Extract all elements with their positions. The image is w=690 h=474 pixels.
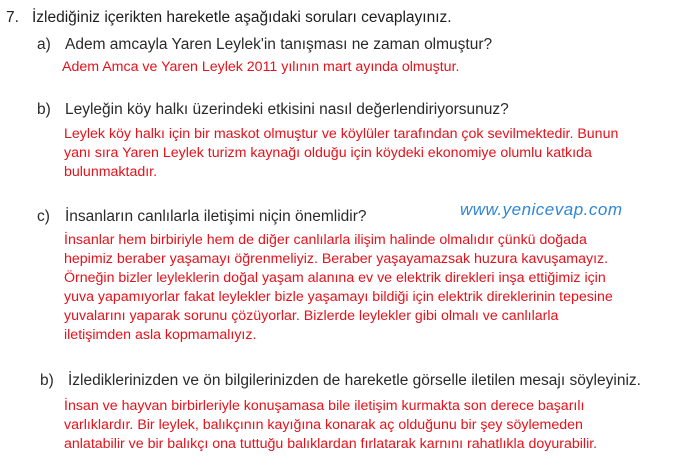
answer-a xyxy=(62,58,459,77)
sub-question-c xyxy=(37,208,367,226)
answer-line: anlatabilir ve bir balıkçı ona tuttuğu balıklardan fırlatarak karnını rahatlıkla doyurabilir. xyxy=(64,436,598,452)
answer-line: varlıklardır. Bir leylek, balıkçının kayığına konarak aç olduğunu bir şey söylemeden xyxy=(64,417,583,433)
sub-question-text: İzlediklerinizden ve ön bilgilerinizden de hareketle görselle iletilen mesajı söyleyiniz. xyxy=(68,372,641,389)
answer-line: Adem Amca ve Yaren Leylek 2011 yılının mart ayında olmuştur. xyxy=(62,59,460,75)
sub-question-letter: c) xyxy=(37,208,50,225)
sub-question-text: Leyleğin köy halkı üzerindeki etkisini nasıl değerlendiriyorsunuz? xyxy=(65,101,509,118)
watermark-text: www.yenicevap.com xyxy=(460,200,623,219)
answer-line: Leylek köy halkı için bir maskot olmuştur ve köylüler tarafından çok sevilmektedir. Bunun xyxy=(64,126,619,142)
answer-line: yuva yapamıyorlar fakat leylekler bizle yaşamayı bildiği için elektrik direklerinin tepesine xyxy=(64,289,613,305)
answer-line: Örneğin bizler leyleklerin doğal yaşam alanına ev ve elektrik direkleri inşa ettiğimiz için xyxy=(64,270,606,286)
sub-question-text: Adem amcayla Yaren Leylek'in tanışması ne zaman olmuştur? xyxy=(65,36,493,53)
answer-c xyxy=(64,231,613,345)
question-number: 7. xyxy=(6,9,19,26)
sub-question-letter: a) xyxy=(37,36,51,53)
question-text: İzlediğiniz içerikten hareketle aşağıdaki soruları cevaplayınız. xyxy=(32,9,452,26)
answer-line: iletişimden asla kopmamalıyız. xyxy=(64,327,257,343)
sub-question-d xyxy=(40,372,641,390)
question-header xyxy=(6,9,452,27)
sub-question-letter: b) xyxy=(37,101,51,118)
sub-question-b xyxy=(37,101,509,119)
watermark-logo xyxy=(460,200,623,220)
answer-line: hepimiz beraber yaşamayı öğrenmeliyiz. Beraber yaşayamazsak huzura kavuşamayız. xyxy=(64,251,609,267)
answer-line: yanı sıra Yaren Leylek turizm kaynağı olduğu için köydeki ekonomiye olumlu katkıda xyxy=(64,145,592,161)
sub-question-letter: b) xyxy=(40,372,54,389)
answer-d xyxy=(64,397,597,454)
sub-question-a xyxy=(37,36,492,54)
answer-line: İnsanlar hem birbiriyle hem de diğer canlılarla ilişim halinde olmalıdır çünkü doğada xyxy=(64,232,587,248)
answer-line: İnsan ve hayvan birbirleriyle konuşamasa bile iletişim kurmakta son derece başarılı xyxy=(64,398,585,414)
sub-question-text: İnsanların canlılarla iletişimi niçin önemlidir? xyxy=(65,208,367,225)
answer-line: yuvalarını yaparak sorunu çözüyorlar. Bizlerde leylekler gibi olmalı ve canlılarla xyxy=(64,308,559,324)
answer-b xyxy=(64,125,618,182)
answer-line: bulunmaktadır. xyxy=(64,164,158,180)
